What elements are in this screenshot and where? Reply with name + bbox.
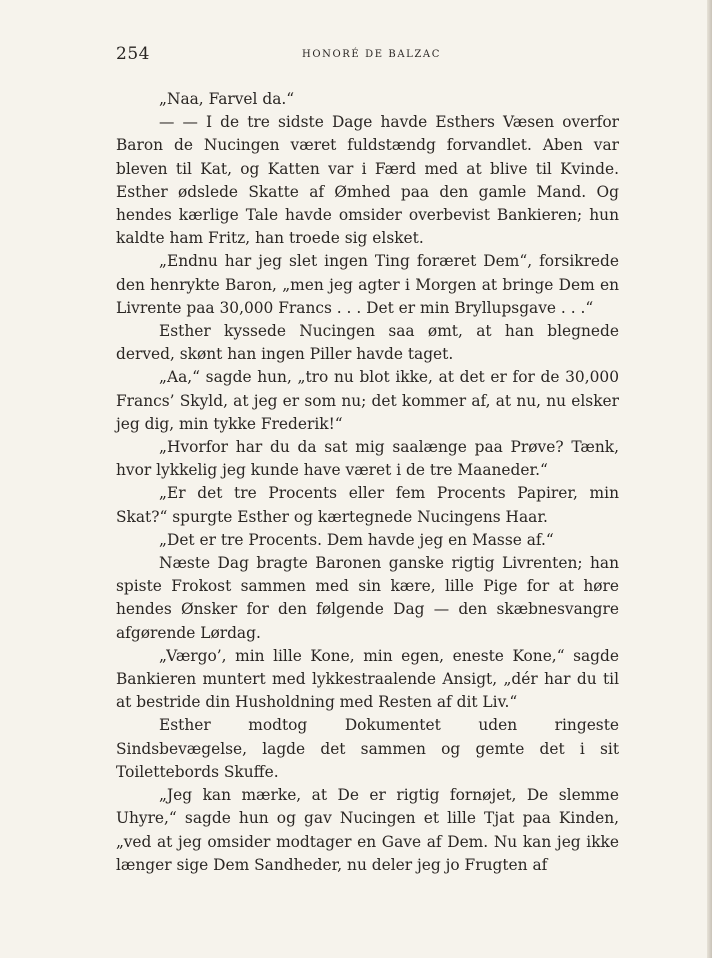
paragraph: „Aa,“ sagde hun, „tro nu blot ikke, at det er for de 30,000 Francs’ Skyld, at jeg er som nu; det kommer af, at nu, nu elsker jeg dig, min tykke Frederik!“ [116, 368, 619, 433]
page-edge [707, 0, 712, 958]
body-text [116, 88, 619, 877]
paragraph: Næste Dag bragte Baronen ganske rigtig Livrenten; han spiste Frokost sammen med sin kære, lille Pige for at høre hendes Ønsker for den følgende Dag — den skæbnesvangre afgørende Lørdag. [116, 554, 619, 642]
running-head: HONORÉ DE BALZAC [302, 49, 442, 60]
paragraph: „Det er tre Procents. Dem havde jeg en Masse af.“ [159, 530, 554, 549]
paragraph: — — I de tre sidste Dage havde Esthers Væsen overfor Baron de Nucingen været fuldstændg forvandlet. Aben var bleven til Kat, og Katten var i Færd med at blive til Kvinde. Esther ødslede Skatte af Ømhed paa den gamle Mand. Og hendes kærlige Tale havde omsider overbevist Bankieren; hun kaldte ham Fritz, han troede sig elsket. [116, 113, 619, 248]
paragraph: „Naa, Farvel da.“ [159, 90, 295, 108]
paragraph: „Jeg kan mærke, at De er rigtig fornøjet, De slemme Uhyre,“ sagde hun og gav Nucingen et lille Tjat paa Kinden, „ved at jeg omsider modtager en Gave af Dem. Nu kan jeg ikke længer sige Dem Sandheder, nu deler jeg jo Frugten af [116, 786, 619, 874]
page-number: 254 [116, 44, 150, 64]
paragraph: Esther kyssede Nucingen saa ømt, at han blegnede derved, skønt han ingen Piller havde taget. [116, 322, 619, 364]
paragraph: „Er det tre Procents eller fem Procents Papirer, min Skat?“ spurgte Esther og kærtegnede Nucingens Haar. [116, 484, 619, 526]
paragraph: Esther modtog Dokumentet uden ringeste Sindsbevægelse, lagde det sammen og gemte det i sit Toilettebords Skuffe. [116, 716, 619, 781]
page-header [116, 44, 621, 66]
paragraph: „Endnu har jeg slet ingen Ting foræret Dem“, forsikrede den henrykte Baron, „men jeg agter i Morgen at bringe Dem en Livrente paa 30,000 Francs . . . Det er min Bryllupsgave . . .“ [116, 252, 619, 317]
paragraph: „Hvorfor har du da sat mig saalænge paa Prøve? Tænk, hvor lykkelig jeg kunde have været i de tre Maaneder.“ [116, 438, 619, 480]
paragraph: „Værgo’, min lille Kone, min egen, eneste Kone,“ sagde Bankieren muntert med lykkestraalende Ansigt, „dér har du til at bestride din Husholdning med Resten af dit Liv.“ [116, 646, 619, 712]
